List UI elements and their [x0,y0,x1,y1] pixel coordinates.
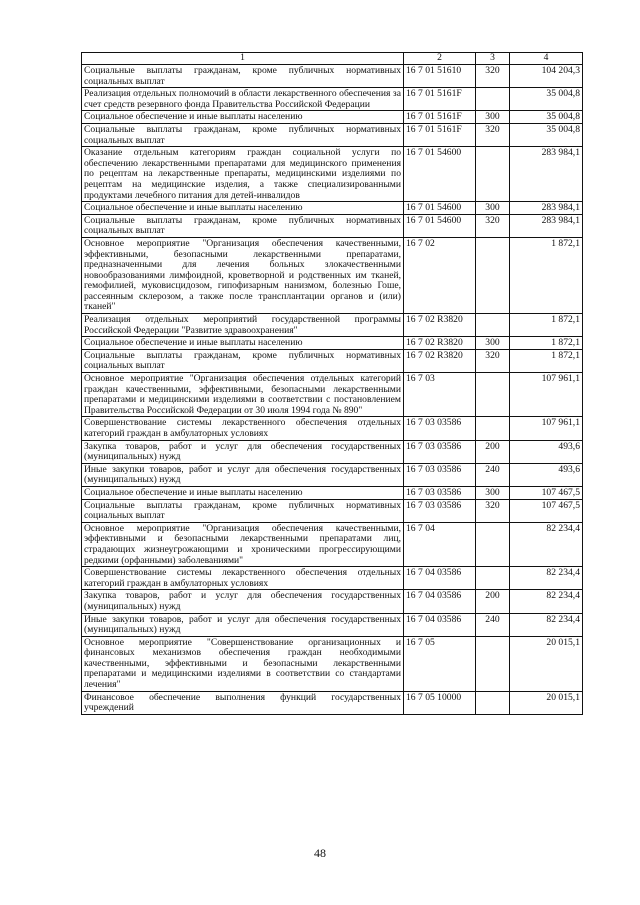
column-header-expense-type: 3 [476,53,510,65]
row-name-cell: Иные закупки товаров, работ и услуг для обеспечения государственных (муниципальных) нужд [82,613,404,636]
table-row [82,147,583,202]
row-code-cell: 16 7 01 5161F [404,123,476,146]
row-amount-cell: 82 234,4 [510,590,583,613]
row-code-cell: 16 7 01 54600 [404,147,476,202]
row-expense-type-cell: 200 [476,440,510,463]
row-amount-cell: 283 984,1 [510,214,583,237]
row-code-cell: 16 7 03 03586 [404,417,476,440]
row-expense-type-cell: 320 [476,123,510,146]
table-row [82,463,583,486]
table-row [82,65,583,88]
row-expense-type-cell: 320 [476,65,510,88]
table-row [82,567,583,590]
row-code-cell: 16 7 02 R3820 [404,337,476,350]
table-row [82,440,583,463]
row-name-cell: Социальные выплаты гражданам, кроме публичных нормативных социальных выплат [82,499,404,522]
row-amount-cell: 35 004,8 [510,111,583,124]
row-code-cell: 16 7 05 [404,636,476,691]
table-body [82,65,583,715]
row-code-cell: 16 7 05 10000 [404,691,476,714]
row-amount-cell: 107 961,1 [510,417,583,440]
row-code-cell: 16 7 03 03586 [404,486,476,499]
row-amount-cell: 1 872,1 [510,314,583,337]
row-name-cell: Иные закупки товаров, работ и услуг для обеспечения государственных (муниципальных) нужд [82,463,404,486]
row-expense-type-cell [476,373,510,417]
row-amount-cell: 104 204,3 [510,65,583,88]
row-name-cell: Основное мероприятие "Организация обеспечения качественными, эффективными и безопасными лекарственными препаратами лиц, страдающих жизнеугрожающими и хроническими прогрессирующими редкими (орфанными) заболеваниями" [82,522,404,566]
row-name-cell: Совершенствование системы лекарственного обеспечения отдельных категорий граждан в амбулаторных условиях [82,417,404,440]
row-name-cell: Социальные выплаты гражданам, кроме публичных нормативных социальных выплат [82,65,404,88]
table-row [82,214,583,237]
row-amount-cell: 107 467,5 [510,486,583,499]
row-expense-type-cell: 300 [476,337,510,350]
table-row [82,417,583,440]
table-header-row [82,53,583,65]
table-row [82,237,583,313]
table-row [82,486,583,499]
row-expense-type-cell [476,522,510,566]
row-name-cell: Социальное обеспечение и иные выплаты населению [82,337,404,350]
row-name-cell: Социальное обеспечение и иные выплаты населению [82,202,404,215]
row-amount-cell: 82 234,4 [510,567,583,590]
table-row [82,590,583,613]
row-expense-type-cell [476,417,510,440]
row-name-cell: Реализация отдельных мероприятий государственной программы Российской Федерации "Развитие здравоохранения" [82,314,404,337]
table-row [82,613,583,636]
row-code-cell: 16 7 04 [404,522,476,566]
row-code-cell: 16 7 03 [404,373,476,417]
row-code-cell: 16 7 04 03586 [404,567,476,590]
table-row [82,691,583,714]
table-row [82,499,583,522]
row-amount-cell: 493,6 [510,463,583,486]
row-name-cell: Закупка товаров, работ и услуг для обеспечения государственных (муниципальных) нужд [82,590,404,613]
row-name-cell: Социальное обеспечение и иные выплаты населению [82,486,404,499]
row-amount-cell: 35 004,8 [510,123,583,146]
row-expense-type-cell [476,567,510,590]
row-name-cell: Совершенствование системы лекарственного обеспечения отдельных категорий граждан в амбулаторных условиях [82,567,404,590]
row-code-cell: 16 7 03 03586 [404,440,476,463]
row-amount-cell: 1 872,1 [510,237,583,313]
row-expense-type-cell: 320 [476,499,510,522]
page-number: 48 [314,846,326,860]
row-expense-type-cell [476,237,510,313]
row-amount-cell: 82 234,4 [510,522,583,566]
row-amount-cell: 20 015,1 [510,636,583,691]
row-amount-cell: 107 961,1 [510,373,583,417]
row-expense-type-cell: 320 [476,214,510,237]
row-code-cell: 16 7 01 5161F [404,88,476,111]
row-name-cell: Социальное обеспечение и иные выплаты населению [82,111,404,124]
row-amount-cell: 82 234,4 [510,613,583,636]
row-amount-cell: 107 467,5 [510,499,583,522]
row-code-cell: 16 7 02 R3820 [404,314,476,337]
row-name-cell: Оказание отдельным категориям граждан социальной услуги по обеспечению лекарственными препаратами для медицинского применения по рецептам на лекарственные препараты, медицинскими изделиями по рецептам на медицинские изделия, а также специализированными продуктами лечебного питания для детей-инвалидов [82,147,404,202]
row-expense-type-cell [476,636,510,691]
row-name-cell: Социальные выплаты гражданам, кроме публичных нормативных социальных выплат [82,349,404,372]
column-header-code: 2 [404,53,476,65]
row-name-cell: Финансовое обеспечение выполнения функций государственных учреждений [82,691,404,714]
table-row [82,522,583,566]
table-row [82,314,583,337]
row-name-cell: Социальные выплаты гражданам, кроме публичных нормативных социальных выплат [82,123,404,146]
table-row [82,349,583,372]
row-code-cell: 16 7 02 R3820 [404,349,476,372]
table-row [82,636,583,691]
row-expense-type-cell [476,147,510,202]
row-code-cell: 16 7 03 03586 [404,499,476,522]
row-amount-cell: 1 872,1 [510,349,583,372]
row-name-cell: Основное мероприятие "Организация обеспечения качественными, эффективными, безопасными лекарственными препаратами, предназначенными для лечения больных злокачественными новообразованиями лимфоидной, кроветворной и родственных им тканей, гемофилией, муковисцидозом, гипофизарным нанизмом, болезнью Гоше, рассеянным склерозом, а также после трансплантации органов и (или) тканей" [82,237,404,313]
row-name-cell: Социальные выплаты гражданам, кроме публичных нормативных социальных выплат [82,214,404,237]
row-amount-cell: 493,6 [510,440,583,463]
row-name-cell: Реализация отдельных полномочий в области лекарственного обеспечения за счет средств резервного фонда Правительства Российской Федерации [82,88,404,111]
row-code-cell: 16 7 03 03586 [404,463,476,486]
row-expense-type-cell: 240 [476,463,510,486]
table-row [82,373,583,417]
row-expense-type-cell: 200 [476,590,510,613]
budget-table [81,52,583,715]
row-code-cell: 16 7 04 03586 [404,590,476,613]
row-code-cell: 16 7 01 5161F [404,111,476,124]
row-name-cell: Основное мероприятие "Организация обеспечения отдельных категорий граждан качественными, эффективными, безопасными лекарственными препаратами и медицинскими изделиями в соответствии с постановлением Правительства Российской Федерации от 30 июля 1994 года № 890" [82,373,404,417]
table-row [82,88,583,111]
row-code-cell: 16 7 01 54600 [404,202,476,215]
column-header-name: 1 [82,53,404,65]
row-amount-cell: 20 015,1 [510,691,583,714]
row-code-cell: 16 7 02 [404,237,476,313]
row-code-cell: 16 7 01 51610 [404,65,476,88]
row-name-cell: Основное мероприятие "Совершенствование организационных и финансовых механизмов обеспечения граждан необходимыми качественными, эффективными и безопасными лекарственными препаратами и медицинскими изделиями в соответствии со стандартами лечения" [82,636,404,691]
table-row [82,123,583,146]
row-expense-type-cell [476,691,510,714]
row-expense-type-cell [476,314,510,337]
row-code-cell: 16 7 04 03586 [404,613,476,636]
row-amount-cell: 283 984,1 [510,202,583,215]
column-header-amount: 4 [510,53,583,65]
row-expense-type-cell: 320 [476,349,510,372]
table-row [82,111,583,124]
table-row [82,202,583,215]
row-code-cell: 16 7 01 54600 [404,214,476,237]
row-expense-type-cell: 300 [476,486,510,499]
table-row [82,337,583,350]
row-amount-cell: 1 872,1 [510,337,583,350]
row-amount-cell: 35 004,8 [510,88,583,111]
row-expense-type-cell: 300 [476,202,510,215]
row-expense-type-cell: 300 [476,111,510,124]
row-amount-cell: 283 984,1 [510,147,583,202]
row-expense-type-cell [476,88,510,111]
row-name-cell: Закупка товаров, работ и услуг для обеспечения государственных (муниципальных) нужд [82,440,404,463]
row-expense-type-cell: 240 [476,613,510,636]
